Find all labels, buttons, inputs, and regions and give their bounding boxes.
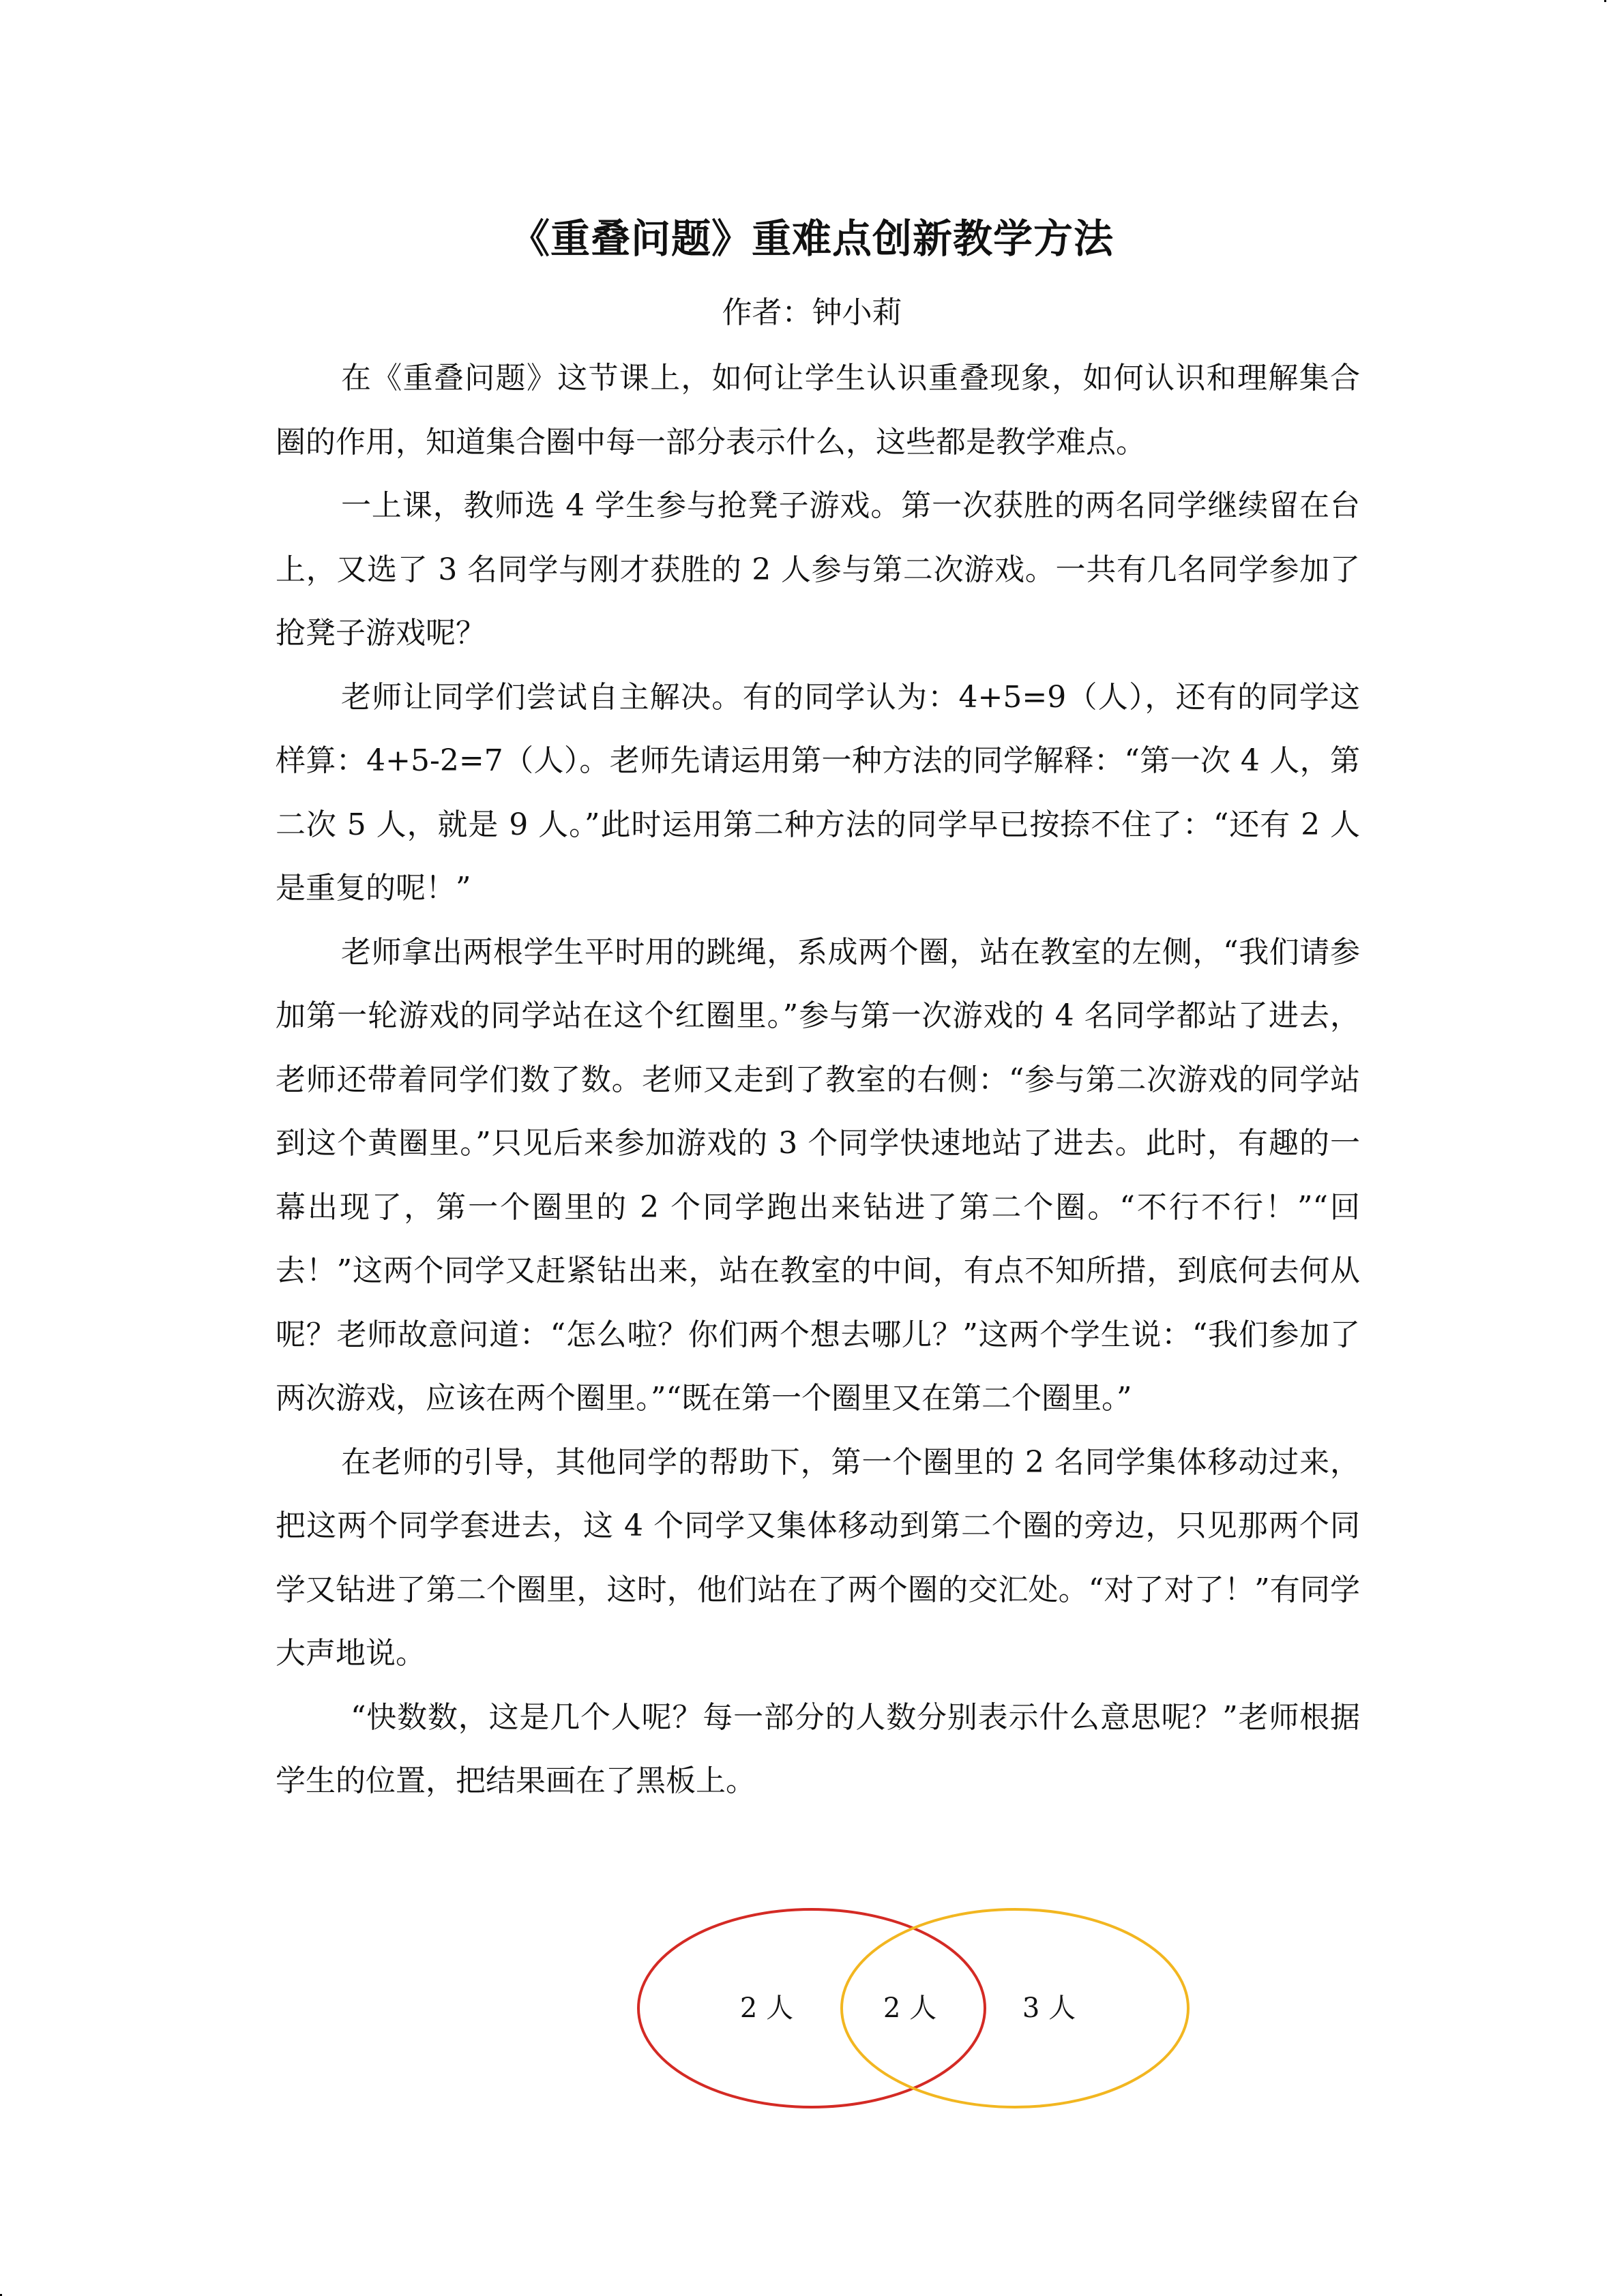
paragraph-3: 老师让同学们尝试自主解决。有的同学认为：4+5=9（人），还有的同学这样算：4+5-2=7（人）。老师先请运用第一种方法的同学解释：“第一次 4 人，第二次 5 人，就是 9 人。”此时运用第二种方法的同学早已按捺不住了：“还有 2 人是重复的呢！”: [276, 679, 1360, 906]
paragraph-5: 在老师的引导，其他同学的帮助下，第一个圈里的 2 名同学集体移动过来，把这两个同学套进去，这 4 个同学又集体移动到第二个圈的旁边，只见那两个同学又钻进了第二个圈里，这时，他们站在了两个圈的交汇处。“对了对了！”有同学大声地说。: [276, 1444, 1360, 1671]
venn-left-only-label: 2 人: [739, 1993, 794, 2024]
paragraph-1: 在《重叠问题》这节课上，如何让学生认识重叠现象，如何认识和理解集合圈的作用，知道集合圈中每一部分表示什么，这些都是教学难点。: [276, 361, 1360, 460]
document-author: 作者：钟小莉: [722, 295, 902, 330]
venn-diagram: [628, 1906, 1200, 2131]
corner-mark-top-right: [1604, 0, 1606, 2]
document-body: [276, 346, 1360, 1813]
document-title: 《重叠问题》重难点创新教学方法: [510, 215, 1114, 262]
venn-right-only-label: 3 人: [1022, 1993, 1076, 2024]
paragraph-2: 一上课，教师选 4 学生参与抢凳子游戏。第一次获胜的两名同学继续留在台上，又选了 3 名同学与刚才获胜的 2 人参与第二次游戏。一共有几名同学参加了抢凳子游戏呢？: [276, 488, 1360, 651]
paragraph-4: 老师拿出两根学生平时用的跳绳，系成两个圈，站在教室的左侧，“我们请参加第一轮游戏的同学站在这个红圈里。”参与第一次游戏的 4 名同学都站了进去，老师还带着同学们数了数。老师又走到了教室的右侧：“参与第二次游戏的同学站到这个黄圈里。”只见后来参加游戏的 3 个同学快速地站了进去。此时，有趣的一幕出现了，第一个圈里的 2 个同学跑出来钻进了第二个圈。“不行不行！”“回去！”这两个同学又赶紧钻出来，站在教室的中间，有点不知所措，到底何去何从呢？老师故意问道：“怎么啦？你们两个想去哪儿？”这两个学生说：“我们参加了两次游戏，应该在两个圈里。”“既在第一个圈里又在第二个圈里。”: [276, 934, 1360, 1416]
paragraph-6: “快数数，这是几个人呢？每一部分的人数分别表示什么意思呢？”老师根据学生的位置，把结果画在了黑板上。: [276, 1699, 1360, 1798]
venn-overlap-label: 2 人: [883, 1993, 937, 2024]
